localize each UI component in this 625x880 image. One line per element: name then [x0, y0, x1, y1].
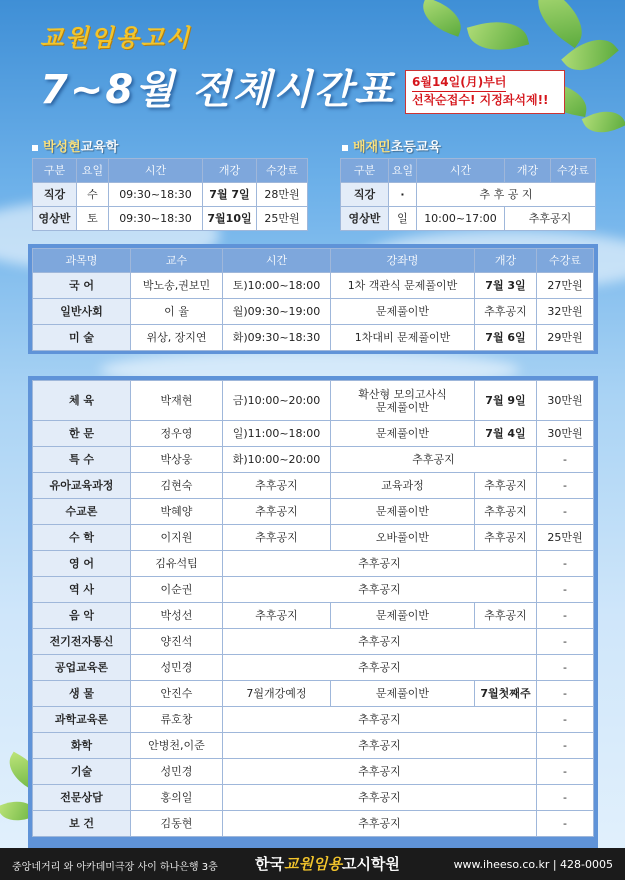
- subject-name: 보 건: [33, 811, 131, 837]
- notice-text: 선착순접수! 지정좌석제!!: [412, 93, 549, 107]
- page-title: 7~8월 전체시간표: [40, 67, 395, 113]
- subject-name: 체 육: [33, 381, 131, 421]
- subject-name: 일반사회: [33, 299, 131, 325]
- main-schedule-table-bottom: [32, 380, 594, 837]
- subject-name: 수교론: [33, 499, 131, 525]
- section-left-title: 박성현교육학: [32, 136, 118, 155]
- section-right-title: 배재민초등교육: [342, 136, 441, 155]
- bullet-square-icon: [32, 145, 38, 151]
- brand-subtitle: 교원임용고시: [40, 24, 192, 52]
- col-header: 수강료: [551, 159, 596, 183]
- col-header: 구분: [341, 159, 389, 183]
- table-row: 영 어 김유석팀 추후공지 -: [33, 551, 594, 577]
- subject-name: 수 학: [33, 525, 131, 551]
- footer-contact: www.iheeso.co.kr | 428-0005: [453, 858, 613, 871]
- subject-name: 전기전자통신: [33, 629, 131, 655]
- subject-name: 국 어: [33, 273, 131, 299]
- table-row: 생 물 안진수 7월개강예정 문제풀이반 7월첫째주 -: [33, 681, 594, 707]
- notice-box: [405, 70, 565, 114]
- col-header: 시간: [109, 159, 203, 183]
- right-schedule-table: [340, 158, 596, 231]
- footer-location: 중앙네거리 와 아카데미극장 사이 하나은행 3층: [12, 862, 218, 873]
- footer-logo: 한국교원임용고시학원: [255, 855, 400, 873]
- table-row: 유아교육과정 김현숙 추후공지 교육과정 추후공지 -: [33, 473, 594, 499]
- subject-name: 영 어: [33, 551, 131, 577]
- table-row: 수 학 이지원 추후공지 오바풀이반 추후공지 25만원: [33, 525, 594, 551]
- subject-name: 생 물: [33, 681, 131, 707]
- table-row: 음 악 박성선 추후공지 문제풀이반 추후공지 -: [33, 603, 594, 629]
- table-row: 영상반 일 10:00~17:00 추후공지: [341, 207, 596, 231]
- subject-name: 전문상담: [33, 785, 131, 811]
- table-row: 공업교육론 성민경 추후공지 -: [33, 655, 594, 681]
- col-header: 수강료: [257, 159, 308, 183]
- subject-name: 과학교육론: [33, 707, 131, 733]
- table-row: 한 문 정우영 일)11:00~18:00 문제풀이반 7월 4일 30만원: [33, 421, 594, 447]
- table-row: 체 육 박재현 금)10:00~20:00 확산형 모의고사식 문제풀이반 7월 9일 30만원: [33, 381, 594, 421]
- col-header: 과목명: [33, 249, 131, 273]
- col-header: 강좌명: [331, 249, 475, 273]
- subject-name: 음 악: [33, 603, 131, 629]
- subject-name: 역 사: [33, 577, 131, 603]
- col-header: 시간: [417, 159, 505, 183]
- col-header: 요일: [77, 159, 109, 183]
- leaf-decoration: [582, 103, 625, 141]
- col-header: 개강: [475, 249, 537, 273]
- table-row: 영상반 토 09:30~18:30 7월10일 25만원: [33, 207, 308, 231]
- table-row: 보 건 김동현 추후공지 -: [33, 811, 594, 837]
- col-header: 개강: [203, 159, 257, 183]
- table-row: 미 술 위상, 장지연 화)09:30~18:30 1차대비 문제풀이반 7월 6일 29만원: [33, 325, 594, 351]
- main-schedule-table-top: [32, 248, 594, 351]
- col-header: 개강: [505, 159, 551, 183]
- subject-name: 한 문: [33, 421, 131, 447]
- subject-name: 유아교육과정: [33, 473, 131, 499]
- table-row: 기술 성민경 추후공지 -: [33, 759, 594, 785]
- col-header: 요일: [389, 159, 417, 183]
- bullet-square-icon: [342, 145, 348, 151]
- notice-date: 6월14일(月)부터: [412, 74, 506, 92]
- subject-name: 기술: [33, 759, 131, 785]
- leaf-decoration: [467, 13, 529, 58]
- col-header: 구분: [33, 159, 77, 183]
- leaf-decoration: [417, 0, 467, 37]
- table-row: 과학교육론 류호창 추후공지 -: [33, 707, 594, 733]
- col-header: 교수: [131, 249, 223, 273]
- table-row: 특 수 박상웅 화)10:00~20:00 추후공지 -: [33, 447, 594, 473]
- subject-name: 공업교육론: [33, 655, 131, 681]
- table-row: 직강 수 09:30~18:30 7월 7일 28만원: [33, 183, 308, 207]
- subject-name: 화학: [33, 733, 131, 759]
- table-row: 수교론 박혜양 추후공지 문제풀이반 추후공지 -: [33, 499, 594, 525]
- table-row: 화학 안병천,이준 추후공지 -: [33, 733, 594, 759]
- col-header: 수강료: [537, 249, 594, 273]
- table-row: 전기전자통신 양진석 추후공지 -: [33, 629, 594, 655]
- table-row: 일반사회 이 율 월)09:30~19:00 문제풀이반 추후공지 32만원: [33, 299, 594, 325]
- subject-name: 특 수: [33, 447, 131, 473]
- table-row: 직강 · 추 후 공 지: [341, 183, 596, 207]
- table-row: 전문상담 홍의일 추후공지 -: [33, 785, 594, 811]
- table-row: 국 어 박노송,권보민 토)10:00~18:00 1차 객관식 문제풀이반 7월 3일 27만원: [33, 273, 594, 299]
- subject-name: 미 술: [33, 325, 131, 351]
- col-header: 시간: [223, 249, 331, 273]
- left-schedule-table: [32, 158, 308, 231]
- leaf-decoration: [526, 0, 595, 48]
- footer-bar: [0, 848, 625, 880]
- table-row: 역 사 이순권 추후공지 -: [33, 577, 594, 603]
